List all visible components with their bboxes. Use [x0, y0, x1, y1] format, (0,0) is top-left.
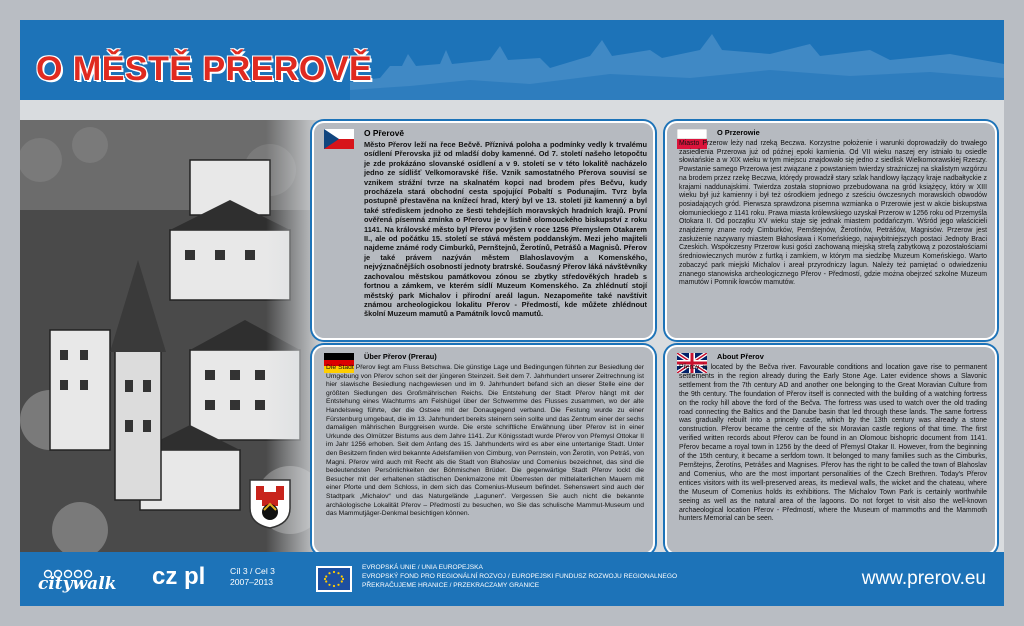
program-line-1: Cíl 3 / Cel 3: [230, 566, 275, 576]
german-panel: [312, 345, 655, 555]
town-skyline-image: [350, 20, 1004, 100]
eu-line-3: PŘEKRAČUJEME HRANICE / PRZEKRACZAMY GRANICE: [362, 581, 540, 589]
english-panel: [665, 345, 997, 555]
czech-panel: [312, 121, 655, 340]
program-label: [230, 566, 275, 588]
eu-funding-text: [362, 564, 677, 590]
eu-flag-icon: [316, 566, 352, 592]
german-heading: Über Přerov (Prerau): [364, 352, 437, 361]
town-crest-icon: [248, 478, 292, 530]
polish-text: Miasto Przerow leży nad rzeką Beczwa. Korzystne położenie i warunki doprowadziły do trwałego zasiedlenia Przerowa już od późnej epoki kamienia. Od VII wieku naszej ery istniało tu osiedle słowiańskie a w XIX wieku w tym miejscu znajdowało się jedno z siedlisk Wielkomorawskiej Rzeszy. Powstanie samego Przerowa jest związane z powstaniem twierdzy strażniczej na skalistym wzgórzu na brodem przez rzekę Beczwa, którędy prowadził stary szlak handlowy łączący kraje nadbałtyckie z krajami naddunajskimi. Twierdza została stopniowo przebudowana na gród książęcy, który w XIII wieku był już kamienny i był też ośrodkiem jednego z sześciu ówczesnych morawskich obwodów posiadających gród. Pierwsza sprawdzona pisemna wzmianka o Przerowie jest w akcie biskupstwa ołomunieckiego z 1141 roku. Prawa miasta królewskiego uzyskał Przerow w 1256 roku od Przemyśla Otokara II. Od początku XV wieku staje się jednak miastem poddańczym. Wśród jego właścicieli znajdziemy znane rody Cimburków, Pernštejnów, Žerotínów, Petrášów, Magnisów. Przerow jest zasłużenie nazywany miastem Błahosława i Komeńskiego, najwybitniejszych postaci Jednoty Braci Czeskich. Współczesny Przerow kusi gości zachowaną miejską strefą zabytkową z pozostałościami średniowiecznych murów z furtką i zamkiem, w którym ma siedzibę Muzeum Komeńskiego. Warto zobaczyć park miejski Michalov i areał przyrodniczy lagun. Należy też pamiętać o odwiedzeniu znanego stanowiska archeologicznego Přerov - Předmostí, gdzie można obejrzeć szkolne Muzeum mamutów i Pomnik łowców mamutów.: [679, 140, 987, 287]
eu-line-2: EVROPSKÝ FOND PRO REGIONÁLNÍ ROZVOJ / EUROPEJSKI FUNDUSZ ROZWOJU REGIONALNEGO: [362, 572, 678, 580]
polish-panel: [665, 121, 997, 340]
page-title: O MĚSTĚ PŘEROVĚ: [36, 50, 373, 88]
header-banner: [20, 20, 1004, 100]
english-text: Přerov is located by the Bečva river. Favourable conditions and location gave rise to permanent settlements in the region already during the Early Stone Age. Later evidence shows a Slavonic settlement from the 7th century AD and another one belonging to the Great Moravian Culture from the 9th century. The foundation of Přerov itself is connected with the building of a watching fortress on the rocky hill above the ford of the Bečva. The fortress was used to watch over the old trading road connecting the Baltics and the Danube basin that led through these lands. The same fortress was gradually rebuilt into a princely castle, which by the 13th century was already a stone construction. Přerov became the centre of the six Moravian castle regions of that time. The first verified written records about Přerov can be found in an Olomouc bishopric document from 1141. Přerov became a royal town in 1256 by the deed of Přemysl Otakar II. However, from the beginning of the 15th century, it became a serfdom town. It belonged to many families such as the Cimburks, Pernštejns, Žerotíns, Petrášes and Magnises. Přerov has the right to be called the town of Blahoslav and Comenius, who are the most important personalities of the Czech Brethren. Today's Přerov entices visitors with its well-preserved areas, its medieval walls, the wicket and the chateau, where the Museum of Comenius holds its exhibitions. The Michalov Town Park is certainly worthwhile seeing as well as the natural area of the lagoons. Do not forget to visit also the well-known archaeological location Přerov - Předmostí, where the Museum of mammoths and the Mammoth hunters Memorial can be seen.: [679, 364, 987, 523]
citywalk-logo-text: citywalk: [38, 574, 117, 594]
info-board: [20, 20, 1004, 606]
polish-heading: O Przerowie: [717, 128, 760, 137]
czech-heading: O Přerově: [364, 128, 405, 138]
eu-line-1: EVROPSKÁ UNIE / UNIA EUROPEJSKA: [362, 564, 483, 571]
czech-flag-icon: [324, 129, 354, 149]
english-heading: About Přerov: [717, 352, 764, 361]
website-link[interactable]: www.prerov.eu: [861, 568, 986, 589]
program-line-2: 2007–2013: [230, 577, 274, 587]
german-text: Die Stadt Přerov liegt am Fluss Betschwa. Die günstige Lage und Bedingungen führten zur Besiedlung der Umgebung von Přerov schon seit der jüngeren Steinzeit. Seit dem 7. Jahrhundert unserer Zeitrechnung ist hier slawische Besiedlung nachgewiesen und im 9. Jahrhundert befand sich an dieser Stelle eine der größten Siedlungen des Großmährischen Reichs. Die Entstehung der Stadt Přerov hängt mit der Entstehung eines Wachturms am Felshügel über der Schwemme des Flusses zusammen, wo der alte Handelsweg führte, der die Ostsee mit der Donaugegend verband. Die Festung wurde zu einer Fürstenburg umgebaut, die im 13. Jahrhundert bereits steinern sein sollte und das Zentrum einer der sechs damaligen mährischen Burggreisen wurde. Die erste schriftliche Erwähnung über Přerov ist in einer Urkunde des Olmützer Bistums aus dem Jahre 1141. Zur Königsstadt wurde Přerov von Přemysl Ottokar II im Jahr 1256 erhoben. Seit dem Anfang des 15. Jahrhunderts wird es aber eine untertanige Stadt. Unter den Besitzern finden wird bekannte Adelsfamilien von Cimburg, von Pernstein, von Žerotín, von Petráš, von Magni. Přerov wird auch mit Recht als die Stadt von Blahoslav und Comenius bezeichnet, das sind die bedeutendsten Persönlichkeiten der Böhmischen Brüder. Die gegenwärtige Stadt Přerov lockt die Besucher mit der erhaltenen städtischen Denkmalzone mit Überresten der mittelalterlichen Mauern mit einer Pforte und dem Schloss, in dem sich das Comenius-Museum befindet. Sehenswert sind auch der Stadtpark „Michalov“ und das Naturgelände „Lagunen“. Vergessen Sie auch nicht die bekannte archäologische Lokalität Přerov – Předmostí zu besuchen, wo Sie das schulische Mammut-Museum und das Mammutjäger-Denkmal besichtigen können.: [326, 364, 644, 518]
footer-bar: [20, 552, 1004, 606]
czech-text: Město Přerov leží na řece Bečvě. Příznivá poloha a podmínky vedly k trvalému osídlení Přerovska již od mladší doby kamenné. Od 7. století našeho letopočtu je zde prokázáno slovanské osídlení a v 9. století se v této lokalitě nacházelo jedno ze sídlišť Velkomoravské říše. Vznik samostatného Přerova souvisí se vznikem strážní tvrze na skalnatém kopci nad brodem přes Bečvu, kudy procházela stará obchodní cesta spojující Pobaltí s Podunajím. Tvrz byla postupně přestavěna na knížecí hrad, který byl ve 13. století již kamenný a byl také střediskem jednoho ze šesti tehdejších moravských hradních krajů. První ověřená písemná zmínka o Přerovu je v listině olomouckého biskupství z roku 1141. Na královské město byl Přerov povýšen v roce 1256 Přemyslem Otakarem II., ale od počátku 15. století se stává městem poddanským. Mezi jeho majiteli najdeme známé rody Cimburků, Pernštejnů, Žerotínů, Petrášů a Magnisů. Přerov je také právem nazýván městem Blahoslavovým a Komenského, nejvýznačnějších osobností jednoty bratrské. Současný Přerov láká návštěvníky zachovalou městskou památkovou zónou se zbytky středověkých hradeb s fortnou a zámkem, ve kterém sídlí Muzeum Komenského. Za zhlédnutí stojí městský park Michalov i přírodní areál lagun. Nezapomeňte také navštívit známou archeologickou lokalitu Přerov - Předmostí, kde můžete zhlédnout školní Muzeum mamutů a Památník lovců mamutů.: [364, 140, 648, 319]
czpl-logo: cz pl: [152, 563, 206, 590]
